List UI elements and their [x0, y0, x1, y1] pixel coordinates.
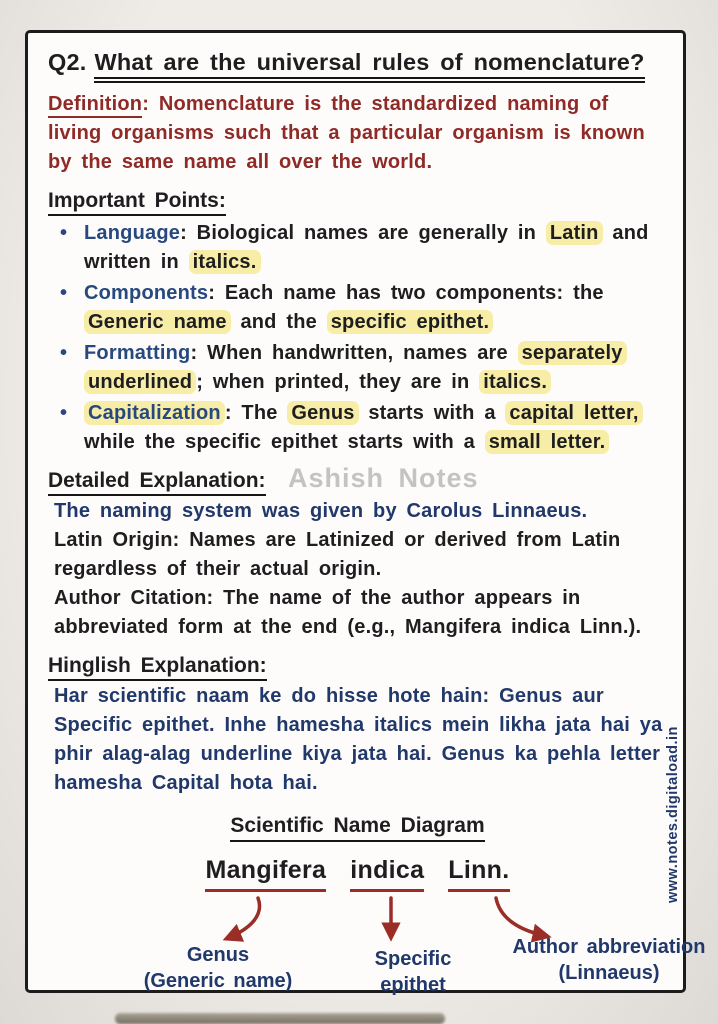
important-points-heading: Important Points: [48, 189, 667, 213]
list-item [60, 399, 667, 457]
genus-label: Genus (Generic name) [143, 944, 293, 992]
list-item [60, 279, 667, 337]
list-item [60, 219, 667, 277]
detailed-line-latin-origin: Latin Origin: Names are Latinized or derived from Latin regardless of their actual origin. [54, 529, 621, 580]
detailed-explanation-section [48, 463, 667, 642]
list-item [60, 339, 667, 397]
definition-paragraph: Definition: Nomenclature is the standardized naming of living organisms such that a particular organism is known by the same name all over the world. [48, 93, 645, 173]
hinglish-paragraph: Har scientific naam ke do hisse hote hain: Genus aur Specific epithet. Inhe hamesha italics mein likha jata hai ya phir alag-alag underline kiya jata hai. Genus ka pehla letter hamesha Capital hota hai. [54, 685, 663, 794]
hinglish-explanation-heading: Hinglish Explanation: [48, 654, 667, 678]
diagram-annotations [48, 894, 706, 1012]
question-number: Q2. [48, 49, 87, 75]
detailed-line-author-citation: Author Citation: The name of the author appears in abbreviated form at the end (e.g., Mangifera indica Linn.). [54, 587, 642, 638]
genus-word: Mangifera [205, 856, 326, 892]
question-text: What are the universal rules of nomenclature? [94, 49, 644, 83]
author-word: Linn. [448, 856, 509, 892]
bullet-text-formatting: Formatting: When handwritten, names are separately underlined ; when printed, they are in italics. [84, 339, 667, 397]
bullet-text-capitalization: Capitalization : The Genus starts with a capital letter, while the specific epithet starts with a small letter. [84, 399, 667, 457]
bullet-icon: • [60, 342, 68, 364]
bullet-icon: • [60, 222, 68, 244]
notes-page [25, 30, 706, 996]
arrow-down-right-icon [496, 898, 546, 936]
detailed-line-naming-system: The naming system was given by Carolus Linnaeus. [54, 500, 588, 522]
bullet-icon: • [60, 402, 68, 424]
bullet-text-language: Language: Biological names are generally in Latin and written in italics. [84, 222, 649, 273]
photo-edge-shadow [115, 1013, 445, 1024]
watermark-text: Ashish Notes [288, 463, 479, 493]
author-abbreviation-label: Author abbreviation (Linnaeus) [512, 936, 706, 984]
bullet-icon: • [60, 282, 68, 304]
important-points-list [48, 219, 667, 457]
species-word: indica [350, 856, 424, 892]
detailed-explanation-heading: Detailed Explanation: [48, 469, 667, 493]
arrow-down-left-icon [228, 898, 260, 938]
question-title [48, 49, 667, 76]
diagram-heading: Scientific Name Diagram [230, 814, 484, 842]
website-watermark: www.notes.digitaload.in [665, 726, 681, 903]
specific-epithet-label: Specific epithet [374, 948, 452, 996]
scientific-name [48, 856, 667, 892]
bullet-text-components: Components: Each name has two components: the Generic name and the specific epithet. [84, 282, 604, 333]
